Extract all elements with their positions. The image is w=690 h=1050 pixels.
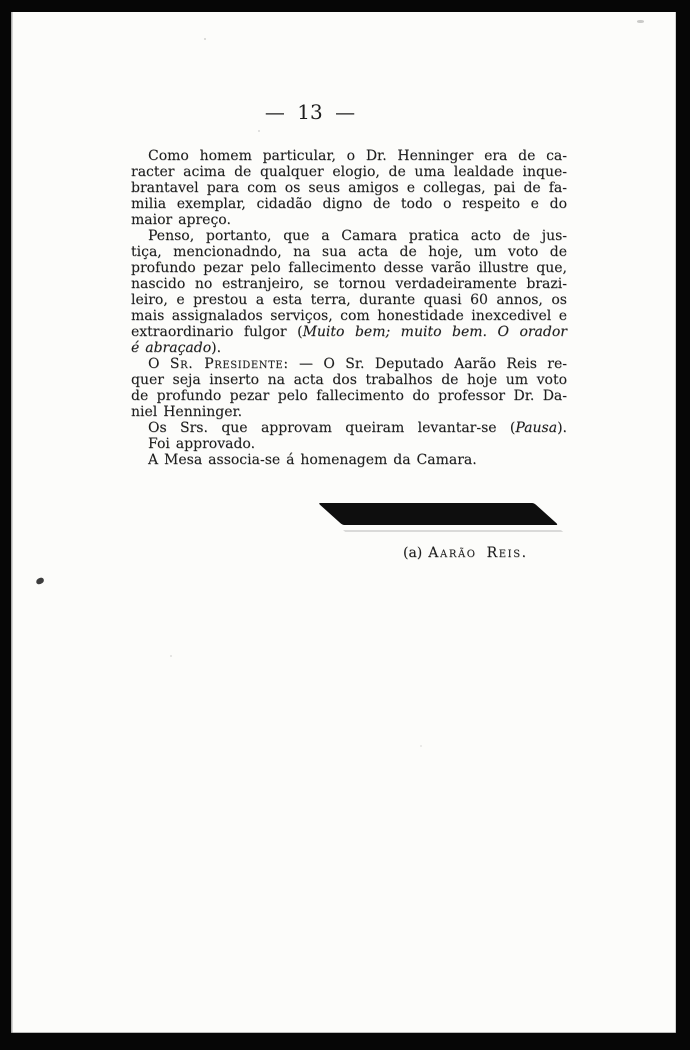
text-line: [131, 436, 567, 452]
text-line: [131, 356, 567, 372]
text-line: [131, 180, 567, 196]
text-segment: Foi approvado.: [148, 436, 256, 452]
text-segment: quer seja inserto na acta dos trabalhos de hoje um voto: [131, 372, 567, 388]
text-segment: nascido no estranjeiro, se tornou verdadeiramente brazi-: [131, 276, 567, 292]
text-segment: é abraçado: [131, 340, 212, 356]
text-line: [131, 228, 567, 244]
text-segment: ).: [211, 340, 222, 356]
text-line: [131, 340, 567, 356]
text-line: [131, 196, 567, 212]
text-segment: Muito bem; muito bem. O orador: [302, 324, 567, 340]
text-line: [131, 164, 567, 180]
text-line: [131, 212, 567, 228]
body-text: [131, 148, 567, 468]
text-segment: de profundo pezar pelo fallecimento do professor Dr. Da-: [131, 388, 567, 404]
ink-speck: [258, 130, 260, 132]
signature-name: Aarão Reis.: [428, 545, 528, 561]
text-line: [131, 244, 567, 260]
text-segment: Pausa: [515, 420, 558, 436]
text-segment: milia exemplar, cidadão digno de todo o respeito e do: [131, 196, 567, 212]
text-segment: — O Sr. Deputado Aarão Reis re-: [288, 356, 567, 372]
text-segment: tiça, mencionadndo, na sua acta de hoje, um voto de: [131, 244, 567, 260]
ink-speck: [420, 745, 422, 747]
text-line: [131, 324, 567, 340]
ink-speck: [204, 38, 206, 40]
text-segment: Como homem particular, o Dr. Henninger era de ca-: [148, 148, 567, 164]
signature-line: [403, 545, 528, 562]
text-line: [131, 388, 567, 404]
text-segment: A Mesa associa-se á homenagem da Camara.: [148, 452, 477, 468]
text-segment: Penso, portanto, que a Camara pratica acto de jus-: [148, 228, 567, 244]
text-segment: extraordinario fulgor (: [131, 324, 303, 340]
ink-speck: [170, 655, 172, 657]
text-segment: ).: [557, 420, 567, 436]
text-line: [131, 372, 567, 388]
text-segment: mais assignalados serviços, com honestidade inexcedivel e: [131, 308, 567, 324]
blackout-bar: [318, 503, 558, 525]
ink-smudge: [35, 577, 44, 585]
text-segment: Os Srs. que approvam queiram levantar-se (: [148, 420, 516, 436]
text-segment: Sr. Presidente:: [169, 356, 289, 372]
text-segment: brantavel para com os seus amigos e collegas, pai de fa-: [131, 180, 567, 196]
text-segment: O: [148, 356, 170, 372]
text-line: [131, 404, 567, 420]
text-segment: leiro, e prestou a esta terra, durante quasi 60 annos, os: [131, 292, 567, 308]
text-line: [131, 308, 567, 324]
page-number: — 13 —: [264, 100, 356, 124]
text-line: [131, 148, 567, 164]
document-page: [11, 12, 676, 1033]
ink-speck: [637, 20, 644, 23]
text-line: [131, 452, 567, 468]
text-line: [131, 292, 567, 308]
text-line: [131, 276, 567, 292]
text-segment: maior apreço.: [131, 212, 231, 228]
text-segment: racter acima de qualquer elogio, de uma lealdade inque-: [131, 164, 567, 180]
text-line: [131, 420, 567, 436]
signature-prefix: (a): [403, 545, 423, 561]
text-segment: niel Henninger.: [131, 404, 243, 420]
blackout-bar-shadow: [343, 530, 563, 532]
text-line: [131, 260, 567, 276]
text-segment: profundo pezar pelo fallecimento desse varão illustre que,: [131, 260, 567, 276]
